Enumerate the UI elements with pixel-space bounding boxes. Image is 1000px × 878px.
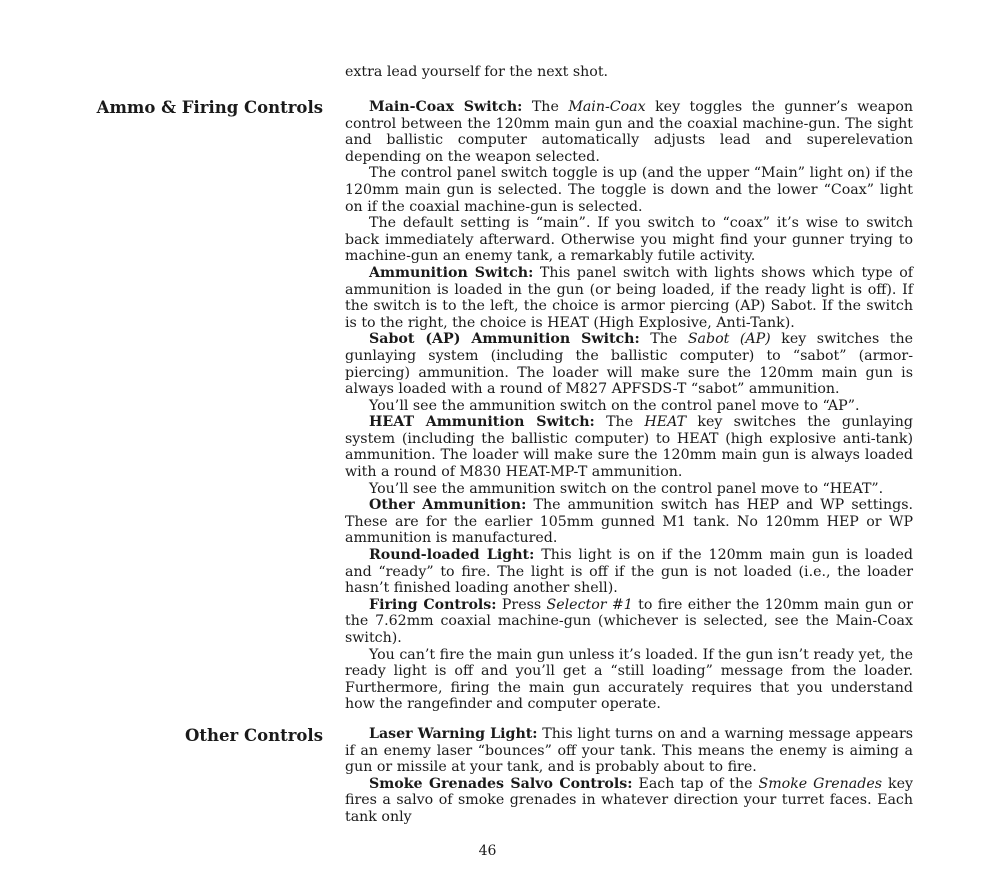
- term-firing-controls: Firing Controls:: [369, 596, 497, 613]
- paragraph-default-setting: The default setting is “main”. If you switch to “coax” it’s wise to switch back immediately afterward. Otherwise you might find your gunner trying to machine-gun an enemy tank, a remarkably futile activity.: [345, 215, 913, 265]
- section-heading-other-controls: Other Controls: [185, 726, 323, 745]
- paragraph-sabot: Sabot (AP) Ammunition Switch: The Sabot (AP) key switches the gunlaying system (including the ballistic computer) to “sabot” (armor-piercing) ammunition. The loader will make sure the 120mm main gun is always loaded with a round of M827 APFSDS-T “sabot” ammunition.: [345, 331, 913, 398]
- term-other-ammunition: Other Ammunition:: [369, 497, 527, 514]
- section-heading-ammo-firing: Ammo & Firing Controls: [96, 98, 323, 117]
- paragraph-toggle: The control panel switch toggle is up (and the upper “Main” light on) if the 120mm main gun is selected. The toggle is down and the lower “Coax” light on if the coaxial machine-gun is selected.: [345, 165, 913, 215]
- intro-line: extra lead yourself for the next shot.: [345, 64, 609, 80]
- term-heat: HEAT Ammunition Switch:: [369, 414, 595, 431]
- paragraph-ap-note: You’ll see the ammunition switch on the control panel move to “AP”.: [369, 397, 860, 414]
- paragraph-main-coax: Main-Coax Switch: The Main-Coax key toggles the gunner’s weapon control between the 120mm main gun and the coaxial machine-gun. The sight and ballistic computer automatically adjusts lead and superelevation depending on the weapon selected.: [345, 99, 913, 165]
- paragraph-cant-fire: You can’t fire the main gun unless it’s loaded. If the gun isn’t ready yet, the ready light is off and you’ll get a “still loading” message from the loader. Furthermore, firing the main gun accurately requires that you understand how the rangefinder and computer operate.: [345, 646, 913, 713]
- paragraph-round-loaded: Round-loaded Light: This light is on if the 120mm main gun is loaded and “ready” to fire. The light is off if the gun is not loaded (i.e., the loader hasn’t finished loading another shell).: [345, 547, 913, 597]
- paragraph-other-ammunition: Other Ammunition: The ammunition switch has HEP and WP settings. These are for the earlier 105mm gunned M1 tank. No 120mm HEP or WP ammunition is manufactured.: [345, 497, 913, 547]
- term-main-coax: Main-Coax Switch:: [369, 99, 523, 115]
- paragraph-heat-note: You’ll see the ammunition switch on the control panel move to “HEAT”.: [369, 480, 884, 497]
- paragraph-smoke-grenades: Smoke Grenades Salvo Controls: Each tap of the Smoke Grenades key fires a salvo of smoke grenades in whatever direction your turret faces. Each tank only: [345, 775, 913, 825]
- term-sabot: Sabot (AP) Ammunition Switch:: [369, 331, 640, 348]
- term-smoke-grenades: Smoke Grenades Salvo Controls:: [369, 775, 633, 792]
- paragraph-laser-warning: Laser Warning Light: This light turns on and a warning message appears if an enemy laser “bounces” off your tank. This means the enemy is aiming a gun or missile at your tank, and is probably about to fire.: [345, 726, 914, 776]
- paragraph-ammunition-switch: Ammunition Switch: This panel switch with lights shows which type of ammunition is loaded in the gun (or being loaded, if the ready light is off). If the switch is to the left, the choice is armor piercing (AP) Sabot. If the switch is to the right, the choice is HEAT (High Explosive, Anti-Tank).: [345, 264, 914, 331]
- paragraph-firing-controls: Firing Controls: Press Selector #1 to fire either the 120mm main gun or the 7.62mm coaxial machine-gun (whichever is selected, see the Main-Coax switch).: [345, 596, 913, 646]
- ammo-section-body: [345, 99, 913, 713]
- key-selector-1: Selector #1: [546, 596, 633, 613]
- term-round-loaded: Round-loaded Light:: [369, 547, 535, 564]
- term-laser-warning: Laser Warning Light:: [369, 726, 538, 742]
- page-number: 46: [478, 843, 497, 859]
- key-smoke-grenades: Smoke Grenades: [758, 775, 883, 792]
- key-heat: HEAT: [644, 414, 687, 431]
- key-main-coax: Main-Coax: [568, 99, 646, 115]
- intro-text: [345, 64, 913, 81]
- key-sabot: Sabot (AP): [687, 331, 771, 348]
- term-ammunition-switch: Ammunition Switch:: [369, 264, 534, 281]
- other-section-body: [345, 726, 913, 826]
- paragraph-heat: HEAT Ammunition Switch: The HEAT key switches the gunlaying system (including the ballistic computer) to HEAT (high explosive anti-tank) ammunition. The loader will make sure the 120mm main gun is always loaded with a round of M830 HEAT-MP-T ammunition.: [345, 414, 913, 481]
